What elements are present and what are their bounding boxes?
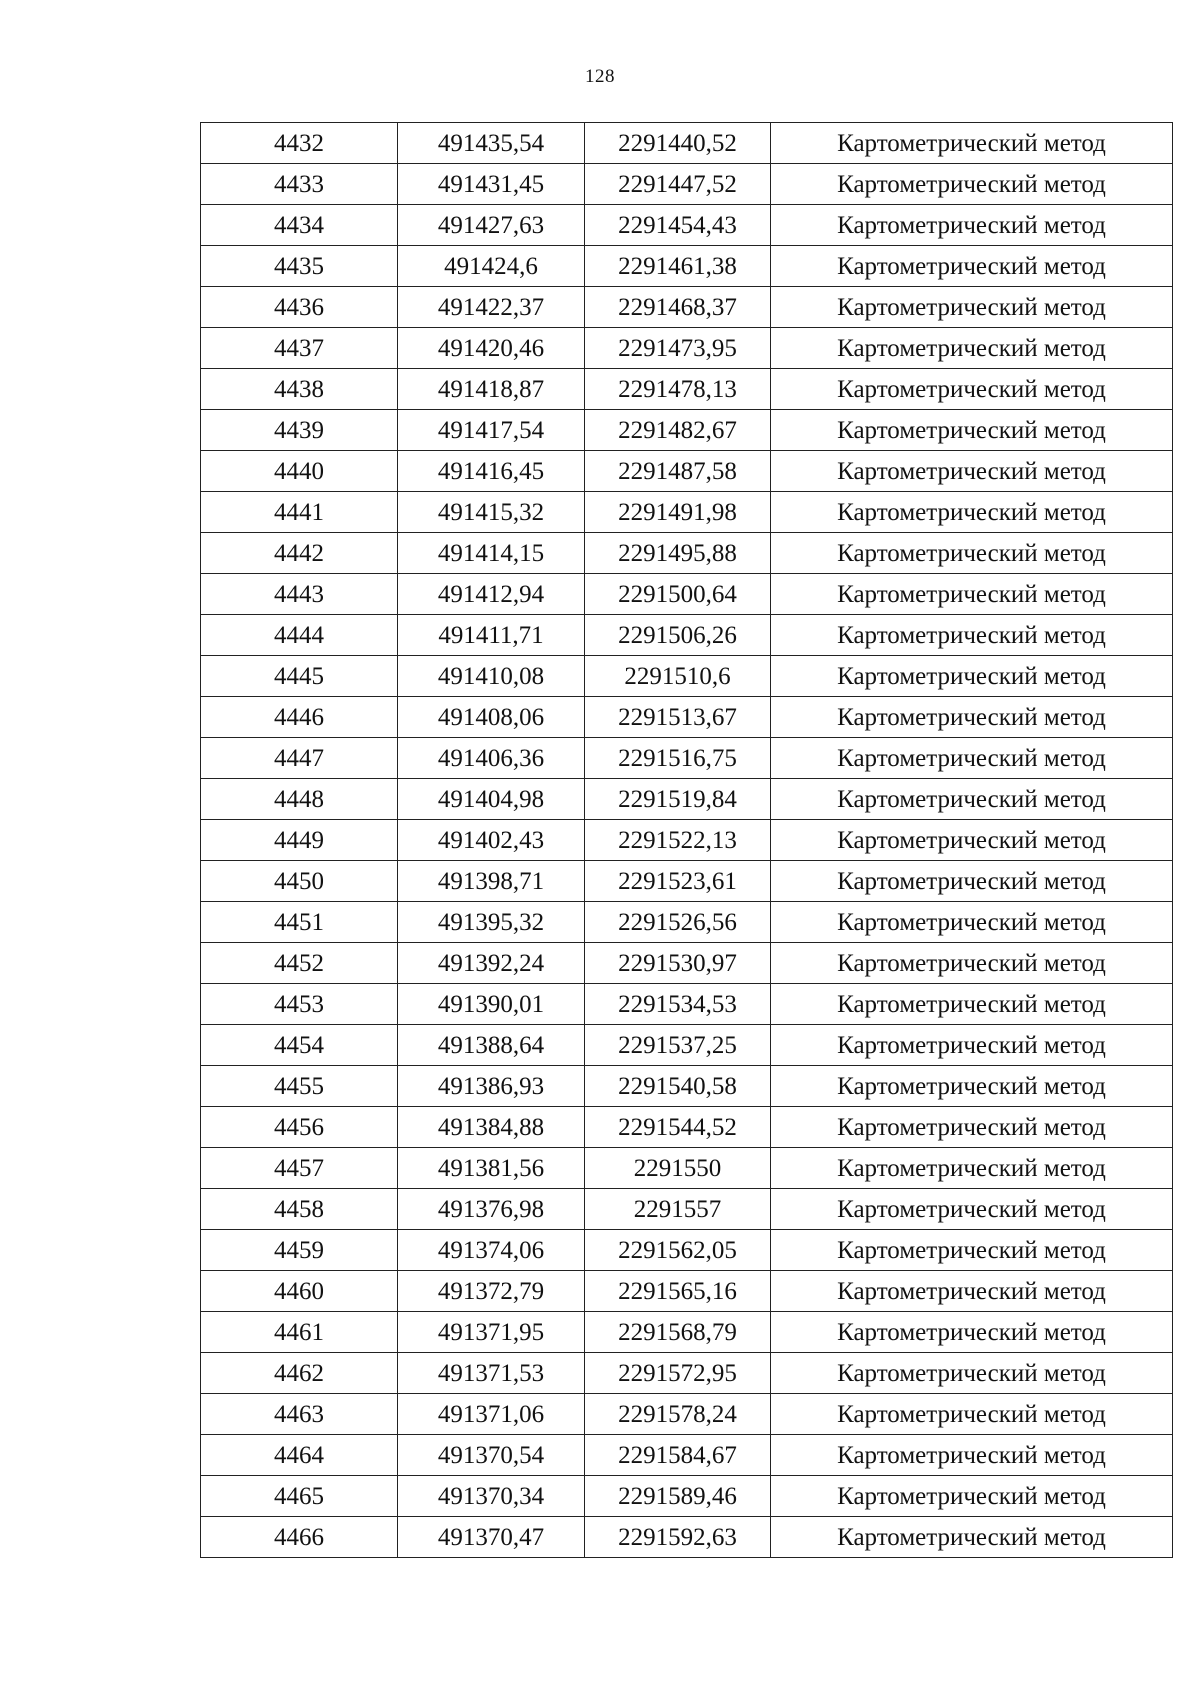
y-coordinate-cell: 2291516,75 bbox=[585, 738, 771, 779]
method-cell: Картометрический метод bbox=[771, 943, 1173, 984]
method-cell: Картометрический метод bbox=[771, 820, 1173, 861]
point-number-cell: 4435 bbox=[201, 246, 398, 287]
x-coordinate-cell: 491424,6 bbox=[398, 246, 585, 287]
x-coordinate-cell: 491386,93 bbox=[398, 1066, 585, 1107]
table-row bbox=[201, 328, 1173, 369]
point-number-cell: 4436 bbox=[201, 287, 398, 328]
table-row bbox=[201, 820, 1173, 861]
point-number-cell: 4458 bbox=[201, 1189, 398, 1230]
x-coordinate-cell: 491371,95 bbox=[398, 1312, 585, 1353]
point-number-cell: 4466 bbox=[201, 1517, 398, 1558]
point-number-cell: 4433 bbox=[201, 164, 398, 205]
y-coordinate-cell: 2291544,52 bbox=[585, 1107, 771, 1148]
point-number-cell: 4442 bbox=[201, 533, 398, 574]
point-number-cell: 4451 bbox=[201, 902, 398, 943]
x-coordinate-cell: 491371,53 bbox=[398, 1353, 585, 1394]
point-number-cell: 4438 bbox=[201, 369, 398, 410]
y-coordinate-cell: 2291540,58 bbox=[585, 1066, 771, 1107]
point-number-cell: 4440 bbox=[201, 451, 398, 492]
method-cell: Картометрический метод bbox=[771, 1476, 1173, 1517]
point-number-cell: 4447 bbox=[201, 738, 398, 779]
point-number-cell: 4452 bbox=[201, 943, 398, 984]
x-coordinate-cell: 491412,94 bbox=[398, 574, 585, 615]
table-row bbox=[201, 1025, 1173, 1066]
y-coordinate-cell: 2291537,25 bbox=[585, 1025, 771, 1066]
table-row bbox=[201, 1312, 1173, 1353]
point-number-cell: 4459 bbox=[201, 1230, 398, 1271]
x-coordinate-cell: 491398,71 bbox=[398, 861, 585, 902]
table-row bbox=[201, 205, 1173, 246]
x-coordinate-cell: 491435,54 bbox=[398, 123, 585, 164]
method-cell: Картометрический метод bbox=[771, 615, 1173, 656]
y-coordinate-cell: 2291562,05 bbox=[585, 1230, 771, 1271]
method-cell: Картометрический метод bbox=[771, 1230, 1173, 1271]
point-number-cell: 4455 bbox=[201, 1066, 398, 1107]
table-row bbox=[201, 410, 1173, 451]
x-coordinate-cell: 491381,56 bbox=[398, 1148, 585, 1189]
table-row bbox=[201, 1148, 1173, 1189]
method-cell: Картометрический метод bbox=[771, 1394, 1173, 1435]
point-number-cell: 4453 bbox=[201, 984, 398, 1025]
method-cell: Картометрический метод bbox=[771, 1189, 1173, 1230]
x-coordinate-cell: 491370,47 bbox=[398, 1517, 585, 1558]
point-number-cell: 4450 bbox=[201, 861, 398, 902]
x-coordinate-cell: 491384,88 bbox=[398, 1107, 585, 1148]
y-coordinate-cell: 2291578,24 bbox=[585, 1394, 771, 1435]
y-coordinate-cell: 2291589,46 bbox=[585, 1476, 771, 1517]
x-coordinate-cell: 491431,45 bbox=[398, 164, 585, 205]
table-row bbox=[201, 164, 1173, 205]
x-coordinate-cell: 491388,64 bbox=[398, 1025, 585, 1066]
method-cell: Картометрический метод bbox=[771, 164, 1173, 205]
y-coordinate-cell: 2291482,67 bbox=[585, 410, 771, 451]
y-coordinate-cell: 2291491,98 bbox=[585, 492, 771, 533]
table-row bbox=[201, 656, 1173, 697]
x-coordinate-cell: 491370,54 bbox=[398, 1435, 585, 1476]
y-coordinate-cell: 2291572,95 bbox=[585, 1353, 771, 1394]
table-row bbox=[201, 1189, 1173, 1230]
x-coordinate-cell: 491415,32 bbox=[398, 492, 585, 533]
point-number-cell: 4449 bbox=[201, 820, 398, 861]
method-cell: Картометрический метод bbox=[771, 656, 1173, 697]
method-cell: Картометрический метод bbox=[771, 984, 1173, 1025]
y-coordinate-cell: 2291478,13 bbox=[585, 369, 771, 410]
method-cell: Картометрический метод bbox=[771, 1271, 1173, 1312]
y-coordinate-cell: 2291519,84 bbox=[585, 779, 771, 820]
y-coordinate-cell: 2291461,38 bbox=[585, 246, 771, 287]
table-row bbox=[201, 984, 1173, 1025]
method-cell: Картометрический метод bbox=[771, 410, 1173, 451]
method-cell: Картометрический метод bbox=[771, 861, 1173, 902]
x-coordinate-cell: 491411,71 bbox=[398, 615, 585, 656]
x-coordinate-cell: 491370,34 bbox=[398, 1476, 585, 1517]
table-row bbox=[201, 1476, 1173, 1517]
y-coordinate-cell: 2291526,56 bbox=[585, 902, 771, 943]
x-coordinate-cell: 491390,01 bbox=[398, 984, 585, 1025]
method-cell: Картометрический метод bbox=[771, 738, 1173, 779]
x-coordinate-cell: 491404,98 bbox=[398, 779, 585, 820]
x-coordinate-cell: 491414,15 bbox=[398, 533, 585, 574]
x-coordinate-cell: 491406,36 bbox=[398, 738, 585, 779]
method-cell: Картометрический метод bbox=[771, 205, 1173, 246]
y-coordinate-cell: 2291565,16 bbox=[585, 1271, 771, 1312]
point-number-cell: 4445 bbox=[201, 656, 398, 697]
method-cell: Картометрический метод bbox=[771, 287, 1173, 328]
y-coordinate-cell: 2291534,53 bbox=[585, 984, 771, 1025]
coordinates-table bbox=[200, 122, 1173, 1558]
x-coordinate-cell: 491392,24 bbox=[398, 943, 585, 984]
y-coordinate-cell: 2291522,13 bbox=[585, 820, 771, 861]
method-cell: Картометрический метод bbox=[771, 1435, 1173, 1476]
x-coordinate-cell: 491420,46 bbox=[398, 328, 585, 369]
y-coordinate-cell: 2291530,97 bbox=[585, 943, 771, 984]
method-cell: Картометрический метод bbox=[771, 574, 1173, 615]
x-coordinate-cell: 491410,08 bbox=[398, 656, 585, 697]
x-coordinate-cell: 491422,37 bbox=[398, 287, 585, 328]
table-row bbox=[201, 1353, 1173, 1394]
table-row bbox=[201, 533, 1173, 574]
method-cell: Картометрический метод bbox=[771, 492, 1173, 533]
x-coordinate-cell: 491418,87 bbox=[398, 369, 585, 410]
table-row bbox=[201, 902, 1173, 943]
table-row bbox=[201, 246, 1173, 287]
table-row bbox=[201, 1230, 1173, 1271]
point-number-cell: 4462 bbox=[201, 1353, 398, 1394]
method-cell: Картометрический метод bbox=[771, 451, 1173, 492]
y-coordinate-cell: 2291473,95 bbox=[585, 328, 771, 369]
y-coordinate-cell: 2291557 bbox=[585, 1189, 771, 1230]
table-row bbox=[201, 1066, 1173, 1107]
point-number-cell: 4432 bbox=[201, 123, 398, 164]
x-coordinate-cell: 491395,32 bbox=[398, 902, 585, 943]
y-coordinate-cell: 2291592,63 bbox=[585, 1517, 771, 1558]
method-cell: Картометрический метод bbox=[771, 902, 1173, 943]
y-coordinate-cell: 2291506,26 bbox=[585, 615, 771, 656]
table-row bbox=[201, 615, 1173, 656]
y-coordinate-cell: 2291550 bbox=[585, 1148, 771, 1189]
table-row bbox=[201, 451, 1173, 492]
method-cell: Картометрический метод bbox=[771, 1312, 1173, 1353]
method-cell: Картометрический метод bbox=[771, 1107, 1173, 1148]
y-coordinate-cell: 2291447,52 bbox=[585, 164, 771, 205]
table-row bbox=[201, 697, 1173, 738]
x-coordinate-cell: 491374,06 bbox=[398, 1230, 585, 1271]
y-coordinate-cell: 2291468,37 bbox=[585, 287, 771, 328]
method-cell: Картометрический метод bbox=[771, 328, 1173, 369]
table-row bbox=[201, 779, 1173, 820]
point-number-cell: 4439 bbox=[201, 410, 398, 451]
point-number-cell: 4443 bbox=[201, 574, 398, 615]
y-coordinate-cell: 2291440,52 bbox=[585, 123, 771, 164]
x-coordinate-cell: 491376,98 bbox=[398, 1189, 585, 1230]
y-coordinate-cell: 2291584,67 bbox=[585, 1435, 771, 1476]
coordinates-table-body bbox=[201, 123, 1173, 1558]
table-row bbox=[201, 1517, 1173, 1558]
method-cell: Картометрический метод bbox=[771, 779, 1173, 820]
x-coordinate-cell: 491402,43 bbox=[398, 820, 585, 861]
table-row bbox=[201, 123, 1173, 164]
x-coordinate-cell: 491372,79 bbox=[398, 1271, 585, 1312]
y-coordinate-cell: 2291568,79 bbox=[585, 1312, 771, 1353]
method-cell: Картометрический метод bbox=[771, 1353, 1173, 1394]
point-number-cell: 4448 bbox=[201, 779, 398, 820]
point-number-cell: 4434 bbox=[201, 205, 398, 246]
table-row bbox=[201, 287, 1173, 328]
table-row bbox=[201, 861, 1173, 902]
table-row bbox=[201, 738, 1173, 779]
point-number-cell: 4461 bbox=[201, 1312, 398, 1353]
point-number-cell: 4464 bbox=[201, 1435, 398, 1476]
table-row bbox=[201, 1394, 1173, 1435]
point-number-cell: 4454 bbox=[201, 1025, 398, 1066]
point-number-cell: 4457 bbox=[201, 1148, 398, 1189]
y-coordinate-cell: 2291523,61 bbox=[585, 861, 771, 902]
point-number-cell: 4465 bbox=[201, 1476, 398, 1517]
x-coordinate-cell: 491427,63 bbox=[398, 205, 585, 246]
y-coordinate-cell: 2291454,43 bbox=[585, 205, 771, 246]
point-number-cell: 4444 bbox=[201, 615, 398, 656]
method-cell: Картометрический метод bbox=[771, 1025, 1173, 1066]
table-row bbox=[201, 492, 1173, 533]
table-row bbox=[201, 574, 1173, 615]
y-coordinate-cell: 2291487,58 bbox=[585, 451, 771, 492]
method-cell: Картометрический метод bbox=[771, 1517, 1173, 1558]
method-cell: Картометрический метод bbox=[771, 533, 1173, 574]
y-coordinate-cell: 2291495,88 bbox=[585, 533, 771, 574]
y-coordinate-cell: 2291513,67 bbox=[585, 697, 771, 738]
method-cell: Картометрический метод bbox=[771, 369, 1173, 410]
method-cell: Картометрический метод bbox=[771, 246, 1173, 287]
point-number-cell: 4456 bbox=[201, 1107, 398, 1148]
method-cell: Картометрический метод bbox=[771, 1066, 1173, 1107]
x-coordinate-cell: 491416,45 bbox=[398, 451, 585, 492]
table-row bbox=[201, 943, 1173, 984]
page-number: 128 bbox=[585, 66, 615, 87]
table-row bbox=[201, 1271, 1173, 1312]
point-number-cell: 4463 bbox=[201, 1394, 398, 1435]
method-cell: Картометрический метод bbox=[771, 1148, 1173, 1189]
x-coordinate-cell: 491417,54 bbox=[398, 410, 585, 451]
method-cell: Картометрический метод bbox=[771, 123, 1173, 164]
table-row bbox=[201, 1435, 1173, 1476]
table-row bbox=[201, 1107, 1173, 1148]
point-number-cell: 4441 bbox=[201, 492, 398, 533]
table-row bbox=[201, 369, 1173, 410]
x-coordinate-cell: 491371,06 bbox=[398, 1394, 585, 1435]
y-coordinate-cell: 2291500,64 bbox=[585, 574, 771, 615]
point-number-cell: 4446 bbox=[201, 697, 398, 738]
point-number-cell: 4437 bbox=[201, 328, 398, 369]
method-cell: Картометрический метод bbox=[771, 697, 1173, 738]
x-coordinate-cell: 491408,06 bbox=[398, 697, 585, 738]
point-number-cell: 4460 bbox=[201, 1271, 398, 1312]
y-coordinate-cell: 2291510,6 bbox=[585, 656, 771, 697]
